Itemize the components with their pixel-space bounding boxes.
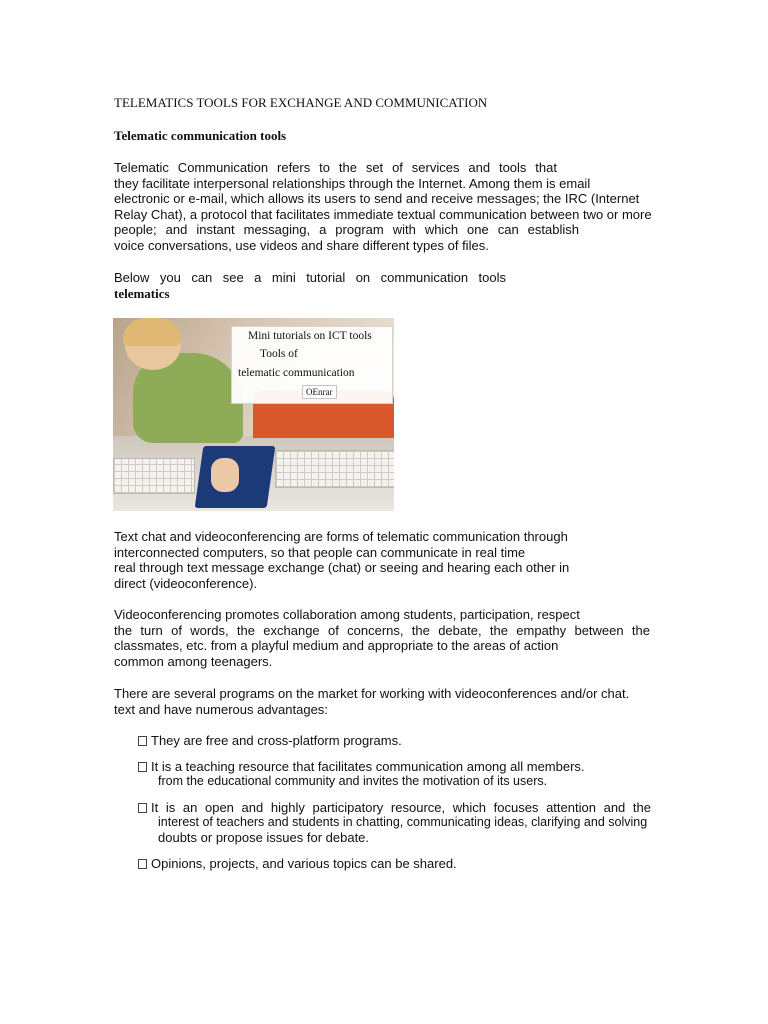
checkbox-bullet-icon xyxy=(138,859,147,869)
keyboard-right xyxy=(275,450,394,488)
child-hair xyxy=(123,318,181,346)
overlay-subtitle: Tools of xyxy=(260,348,298,360)
videoconference-paragraph xyxy=(114,607,650,669)
text-line: electronic or e-mail, which allows its users to send and receive messages; the IRC (Internet xyxy=(114,191,640,206)
text-line: they facilitate interpersonal relationships through the Internet. Among them is email xyxy=(114,175,591,191)
checkbox-bullet-icon xyxy=(138,736,147,746)
tutorial-intro-paragraph xyxy=(114,270,506,301)
checkbox-bullet-icon xyxy=(138,762,147,772)
document-title: TELEMATICS TOOLS FOR EXCHANGE AND COMMUNICATION xyxy=(114,95,488,110)
overlay-enter-button[interactable]: OEnrar xyxy=(302,385,337,399)
advantage-text: It is a teaching resource that facilitates communication among all members. xyxy=(151,759,585,774)
advantage-item xyxy=(138,800,651,845)
text-line: people; and instant messaging, a program with which one can establish xyxy=(114,222,579,237)
image-overlay-panel xyxy=(231,326,393,404)
advantage-text: Opinions, projects, and various topics can be shared. xyxy=(151,856,457,871)
text-line: There are several programs on the market for working with videoconferences and/or chat. xyxy=(114,686,630,701)
overlay-subtitle-2: telematic communication xyxy=(238,367,355,379)
overlay-title: Mini tutorials on ICT tools xyxy=(248,330,372,342)
text-line: the turn of words, the exchange of concerns, the debate, the empathy between the xyxy=(114,622,650,638)
text-line: common among teenagers. xyxy=(114,653,273,669)
text-line: classmates, etc. from a playful medium and appropriate to the areas of action xyxy=(114,638,559,653)
intro-paragraph xyxy=(114,160,674,253)
text-line: text and have numerous advantages: xyxy=(114,701,328,717)
chat-paragraph xyxy=(114,529,569,591)
text-line: Videoconferencing promotes collaboration among students, participation, respect xyxy=(114,607,580,622)
advantage-item xyxy=(138,733,402,748)
programs-paragraph xyxy=(114,686,629,717)
text-line: Text chat and videoconferencing are forms of telematic communication through xyxy=(114,529,568,544)
advantage-text-continued: interest of teachers and students in chatting, communicating ideas, clarifying and solving xyxy=(158,815,648,829)
text-line: Relay Chat), a protocol that facilitates immediate textual communication between two or more xyxy=(114,206,652,222)
advantage-text: It is an open and highly participatory resource, which focuses attention and the xyxy=(151,800,651,815)
advantage-text: They are free and cross-platform programs. xyxy=(151,733,402,748)
advantage-text-continued: from the educational community and invites the motivation of its users. xyxy=(158,774,548,788)
keyboard-left xyxy=(113,458,195,494)
text-line: interconnected computers, so that people can communicate in real time xyxy=(114,544,526,560)
text-line: Below you can see a mini tutorial on communication tools xyxy=(114,270,506,285)
text-line-bold: telematics xyxy=(114,285,170,301)
text-line: real through text message exchange (chat) or seeing and hearing each other in xyxy=(114,560,570,575)
checkbox-bullet-icon xyxy=(138,803,147,813)
hand-on-mouse xyxy=(211,458,239,492)
text-line: Telematic Communication refers to the set of services and tools that xyxy=(114,160,557,175)
advantage-item xyxy=(138,856,457,871)
advantage-item xyxy=(138,759,585,789)
text-line: voice conversations, use videos and share different types of files. xyxy=(114,237,489,253)
mini-tutorial-image xyxy=(113,318,394,511)
text-line: direct (videoconference). xyxy=(114,575,258,591)
section-heading: Telematic communication tools xyxy=(114,128,287,143)
advantage-text-continued: doubts or propose issues for debate. xyxy=(158,830,370,845)
